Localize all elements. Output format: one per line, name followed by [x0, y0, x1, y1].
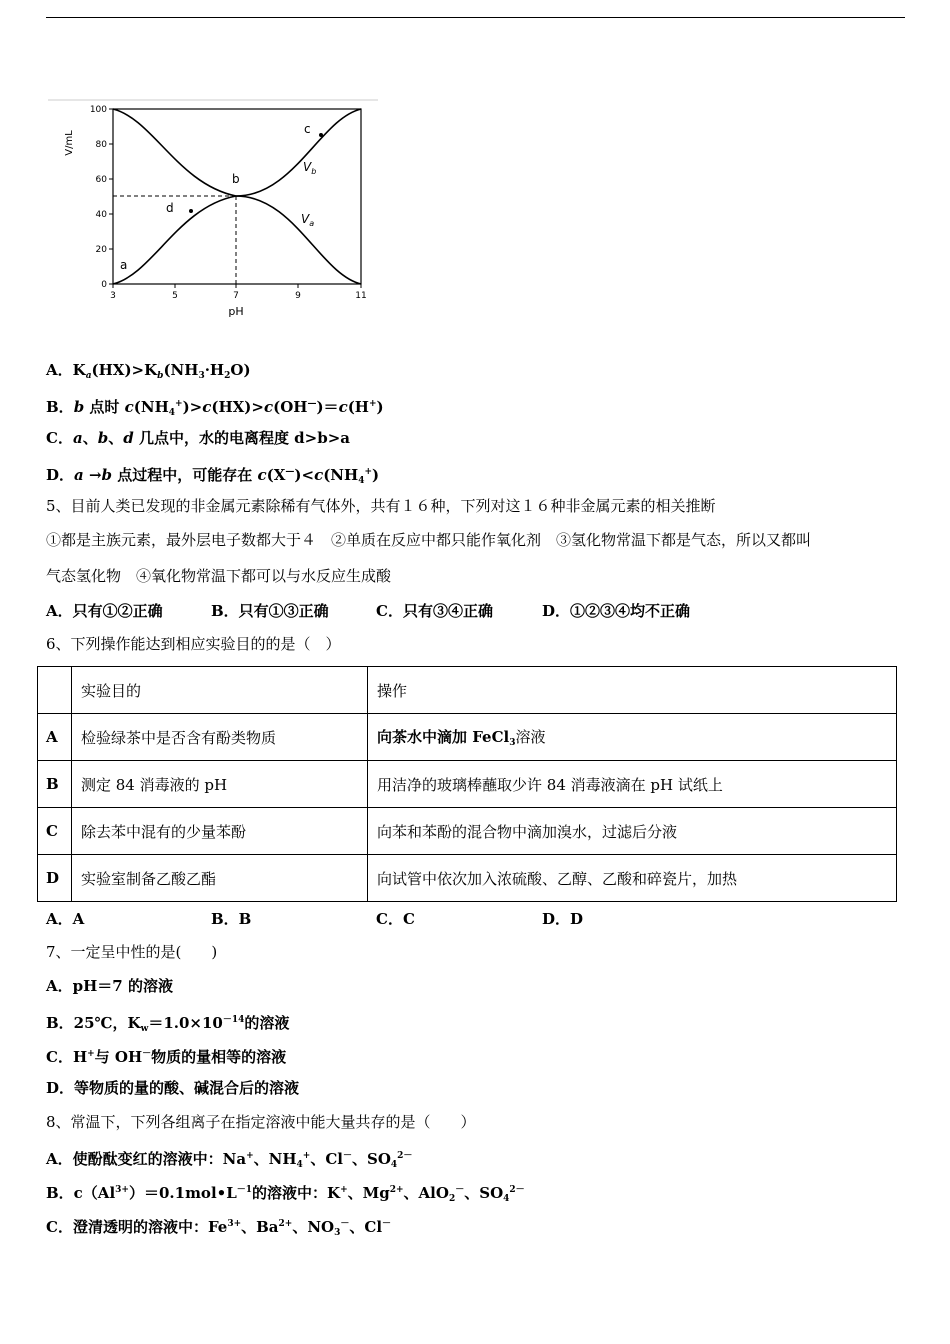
x-axis-label: pH: [228, 305, 244, 318]
table-row: [38, 855, 897, 902]
point-label-d: d: [166, 201, 174, 215]
point-label-c: c: [304, 122, 311, 136]
row-purpose: 检验绿茶中是否含有酚类物质: [72, 714, 368, 761]
row-operation: 用洁净的玻璃棒蘸取少许 84 消毒液滴在 pH 试纸上: [368, 761, 897, 808]
table-row: [38, 808, 897, 855]
table-header-cell: 操作: [368, 667, 897, 714]
y-tick: 100: [89, 105, 107, 115]
table-header-cell: 实验目的: [72, 667, 368, 714]
y-tick: 40: [95, 210, 107, 220]
q6-option-a: A．A: [46, 910, 85, 928]
y-tick: 20: [95, 245, 107, 255]
titration-figure: [48, 99, 378, 324]
x-tick: 3: [110, 291, 116, 301]
q7-option-b: B．25℃，$K_w=1.0\times 10^{-14}$的溶液: [46, 1014, 290, 1034]
row-operation: 向试管中依次加入浓硫酸、乙醇、乙酸和碎瓷片，加热: [368, 855, 897, 902]
q8-option-a: A．使酚酞变红的溶液中：Na+、$NH_4^+$、Cl－、$SO_4^{2-}$: [46, 1150, 413, 1170]
point-label-b: b: [232, 172, 240, 186]
q8-option-c: C．澄清透明的溶液中：$Fe^{3+}$、$Ba^{2+}$、$NO_3^-$、Cl－: [46, 1218, 392, 1238]
q4-option-a: A．$K_a(HX)>K_b(NH_3\cdot H_2O)$: [46, 361, 251, 381]
x-tick: 7: [233, 291, 239, 301]
q5-stem: 5、目前人类已发现的非金属元素除稀有气体外，共有１６种，下列对这１６种非金属元素的相关推断: [46, 497, 716, 515]
curve-label-vb: $V_b$: [303, 160, 317, 176]
row-label: B: [38, 761, 72, 808]
q6-option-c: C．C: [376, 910, 415, 928]
q4-option-d: D．a →b 点过程中，可能存在 $c(X^—)<c(NH_4^+)$: [46, 466, 380, 486]
q5-option-b: B．只有①③正确: [211, 602, 329, 620]
q8-option-b: B．$c(Al^{3+})=0.1mol•L^{-1}$的溶液中：K+、$Mg^{2+}$、AlO$_2$－、$SO_4^{2-}$: [46, 1184, 525, 1204]
q6-option-d: D．D: [542, 910, 584, 928]
table-row: [38, 761, 897, 808]
row-label: C: [38, 808, 72, 855]
q4-option-b: B．b 点时 $c(NH_4^+)>c(HX)>c(OH^—)=c(H^+)$: [46, 398, 384, 418]
q5-statements-line1: ①都是主族元素，最外层电子数都大于４ ②单质在反应中都只能作氧化剂 ③氢化物常温下都是气态，所以又都叫: [46, 531, 812, 549]
row-purpose: 实验室制备乙酸乙酯: [72, 855, 368, 902]
table-header-row: [38, 667, 897, 714]
row-purpose: 测定 84 消毒液的 pH: [72, 761, 368, 808]
va-curve: [113, 196, 361, 284]
x-tick: 9: [295, 291, 301, 301]
x-tick: 5: [172, 291, 178, 301]
q5-option-a: A．只有①②正确: [46, 602, 163, 620]
q6-option-b: B．B: [211, 910, 252, 928]
row-operation: 向苯和苯酚的混合物中滴加溴水，过滤后分液: [368, 808, 897, 855]
row-label: D: [38, 855, 72, 902]
q7-stem: 7、一定呈中性的是( ): [46, 943, 218, 961]
row-operation: 向茶水中滴加 FeCl$_3$溶液: [368, 714, 897, 761]
row-label: A: [38, 714, 72, 761]
q8-stem: 8、常温下，下列各组离子在指定溶液中能大量共存的是（ ）: [46, 1113, 476, 1131]
titration-plot: [48, 99, 378, 324]
curve-label-va: $V_a$: [301, 212, 315, 228]
q4-option-c: C．a、b、d 几点中，水的电离程度 d>b>a: [46, 429, 350, 447]
y-tick: 80: [95, 140, 107, 150]
q7-option-c: C．H+与 OH－物质的量相等的溶液: [46, 1048, 287, 1066]
x-tick: 11: [355, 291, 367, 301]
q7-option-d: D．等物质的量的酸、碱混合后的溶液: [46, 1079, 300, 1097]
q6-stem: 6、下列操作能达到相应实验目的的是（ ）: [46, 635, 341, 653]
y-tick: 60: [95, 175, 107, 185]
table-header-cell: [38, 667, 72, 714]
header-rule: [46, 17, 905, 18]
table-row: [38, 714, 897, 761]
y-axis-label: V/mL: [64, 130, 75, 156]
q7-option-a: A．pH＝7 的溶液: [46, 977, 173, 995]
q6-table: [37, 666, 897, 902]
q5-option-c: C．只有③④正确: [376, 602, 493, 620]
q5-option-d: D．①②③④均不正确: [542, 602, 691, 620]
q5-statements-line2: 气态氢化物 ④氧化物常温下都可以与水反应生成酸: [46, 567, 392, 585]
y-tick: 0: [101, 280, 107, 290]
row-purpose: 除去苯中混有的少量苯酚: [72, 808, 368, 855]
point-label-a: a: [120, 258, 128, 272]
